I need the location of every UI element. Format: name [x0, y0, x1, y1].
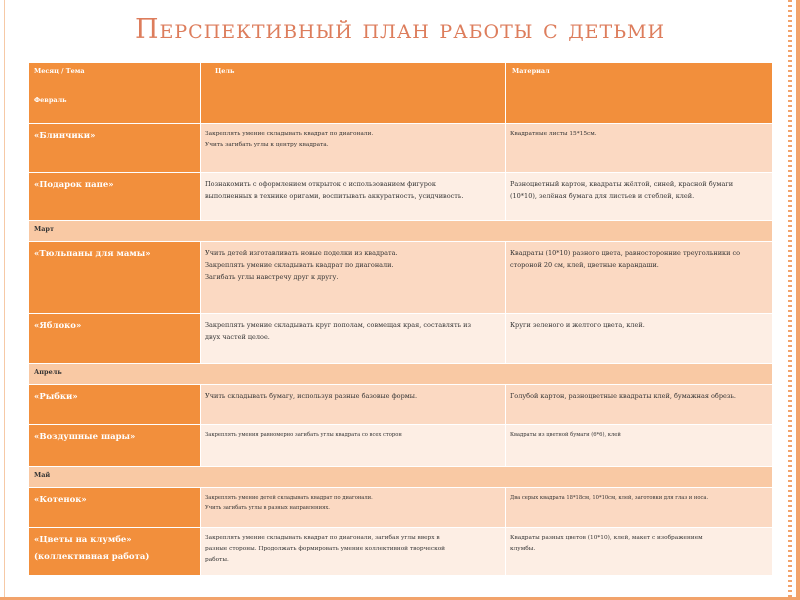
material-cell [506, 314, 773, 364]
goal-text: Учить загибать углы к центру квадрата. [205, 142, 329, 148]
material-cell [506, 528, 773, 576]
goal-text: работы. [205, 557, 229, 563]
goal-text: Закреплять умение складывать круг пополам, совмещая края, составлять из [205, 321, 472, 329]
goal-text: Закреплять умение складывать квадрат по диагонали. [205, 261, 394, 269]
month-row [29, 364, 773, 385]
table-row [29, 488, 773, 528]
material-cell [506, 173, 773, 221]
theme-cell: «Подарок папе» [29, 173, 201, 221]
table-row [29, 425, 773, 467]
material-text: Круги зеленого и желтого цвета, клей. [510, 321, 645, 329]
theme-cell: «Блинчики» [29, 124, 201, 173]
goal-text: Познакомить с оформлением открыток с использованием фигурок [205, 180, 436, 188]
goal-text: двух частей целое. [205, 333, 270, 341]
month-march: Март [29, 221, 773, 242]
month-april: Апрель [29, 364, 773, 385]
frame-right [796, 0, 800, 600]
goal-cell [201, 385, 506, 425]
table-row [29, 173, 773, 221]
theme-cell: «Тюльпаны для мамы» [29, 242, 201, 314]
table-row [29, 242, 773, 314]
month-row [29, 467, 773, 488]
theme-cell: «Котенок» [29, 488, 201, 528]
table-header-row [29, 63, 773, 124]
month-february: Февраль [34, 96, 67, 104]
goal-text: выполненных в технике оригами, воспитывать аккуратность, усидчивость. [205, 192, 464, 200]
goal-text: Закреплять умение детей складывать квадрат по диагонали. [205, 495, 373, 501]
material-text: Разноцветный картон, квадраты жёлтой, синей, красной бумаги [510, 180, 734, 188]
goal-cell [201, 314, 506, 364]
table-row [29, 528, 773, 576]
theme-cell: «Яблоко» [29, 314, 201, 364]
material-text: (10*10), зелёная бумага для листьев и стеблей, клей. [510, 192, 695, 200]
frame-dots [788, 0, 792, 600]
header-goal: Цель [201, 63, 506, 124]
theme-cell: «Рыбки» [29, 385, 201, 425]
theme-text: (коллективная работа) [34, 552, 150, 562]
material-text: Два серых квадрата 18*18см, 10*10см, клей, заготовки для глаз и носа. [510, 495, 709, 501]
header-material: Материал [506, 63, 773, 124]
goal-text: разные стороны. Продолжать формировать умение коллективной творческой [205, 546, 446, 552]
goal-text: Загибать углы навстречу друг к другу. [205, 273, 339, 281]
material-cell [506, 425, 773, 467]
theme-cell [29, 528, 201, 576]
goal-text: Учить загибать углы в разных направлениях. [205, 505, 330, 511]
goal-cell [201, 528, 506, 576]
theme-text: «Цветы на клумбе» [34, 535, 132, 545]
header-col1-label: Месяц / Тема [34, 67, 85, 75]
goal-text: Закреплять умение складывать квадрат по диагонали, загибая углы вверх в [205, 535, 440, 541]
goal-cell [201, 488, 506, 528]
goal-cell [201, 425, 506, 467]
header-month-theme [29, 63, 201, 124]
goal-text: Закреплять умение складывать квадрат по диагонали. [205, 131, 374, 137]
material-cell [506, 242, 773, 314]
frame-line-left [4, 0, 5, 600]
material-text: Квадраты разных цветов (10*10), клей, макет с изображением [510, 535, 703, 541]
slide-title: Перспективный план работы с детьми [134, 14, 666, 45]
material-text: клумбы. [510, 546, 536, 552]
goal-text: Учить детей изготавливать новые поделки из квадрата. [205, 249, 398, 257]
material-cell [506, 488, 773, 528]
material-text: Квадраты из цветной бумаги (6*6), клей [510, 432, 621, 438]
material-text: Голубой картон, разноцветные квадраты клей, бумажная обрезь. [510, 392, 736, 400]
goal-text: Закреплять умения равномерно загибать углы квадрата со всех сторон [205, 432, 402, 438]
theme-cell: «Воздушные шары» [29, 425, 201, 467]
plan-table [28, 62, 773, 576]
goal-cell [201, 173, 506, 221]
month-row [29, 221, 773, 242]
month-may: Май [29, 467, 773, 488]
material-cell [506, 385, 773, 425]
goal-cell [201, 242, 506, 314]
goal-cell [201, 124, 506, 173]
table-row [29, 314, 773, 364]
table-row [29, 385, 773, 425]
material-text: стороной 20 см, клей, цветные карандаши. [510, 261, 659, 269]
goal-text: Учить складывать бумагу, используя разные базовые формы. [205, 392, 418, 400]
material-text: Квадраты (10*10) разного цвета, равносторонние треугольники со [510, 249, 741, 257]
material-text: Квадратные листы 15*15см. [510, 131, 597, 137]
table-row [29, 124, 773, 173]
material-cell [506, 124, 773, 173]
